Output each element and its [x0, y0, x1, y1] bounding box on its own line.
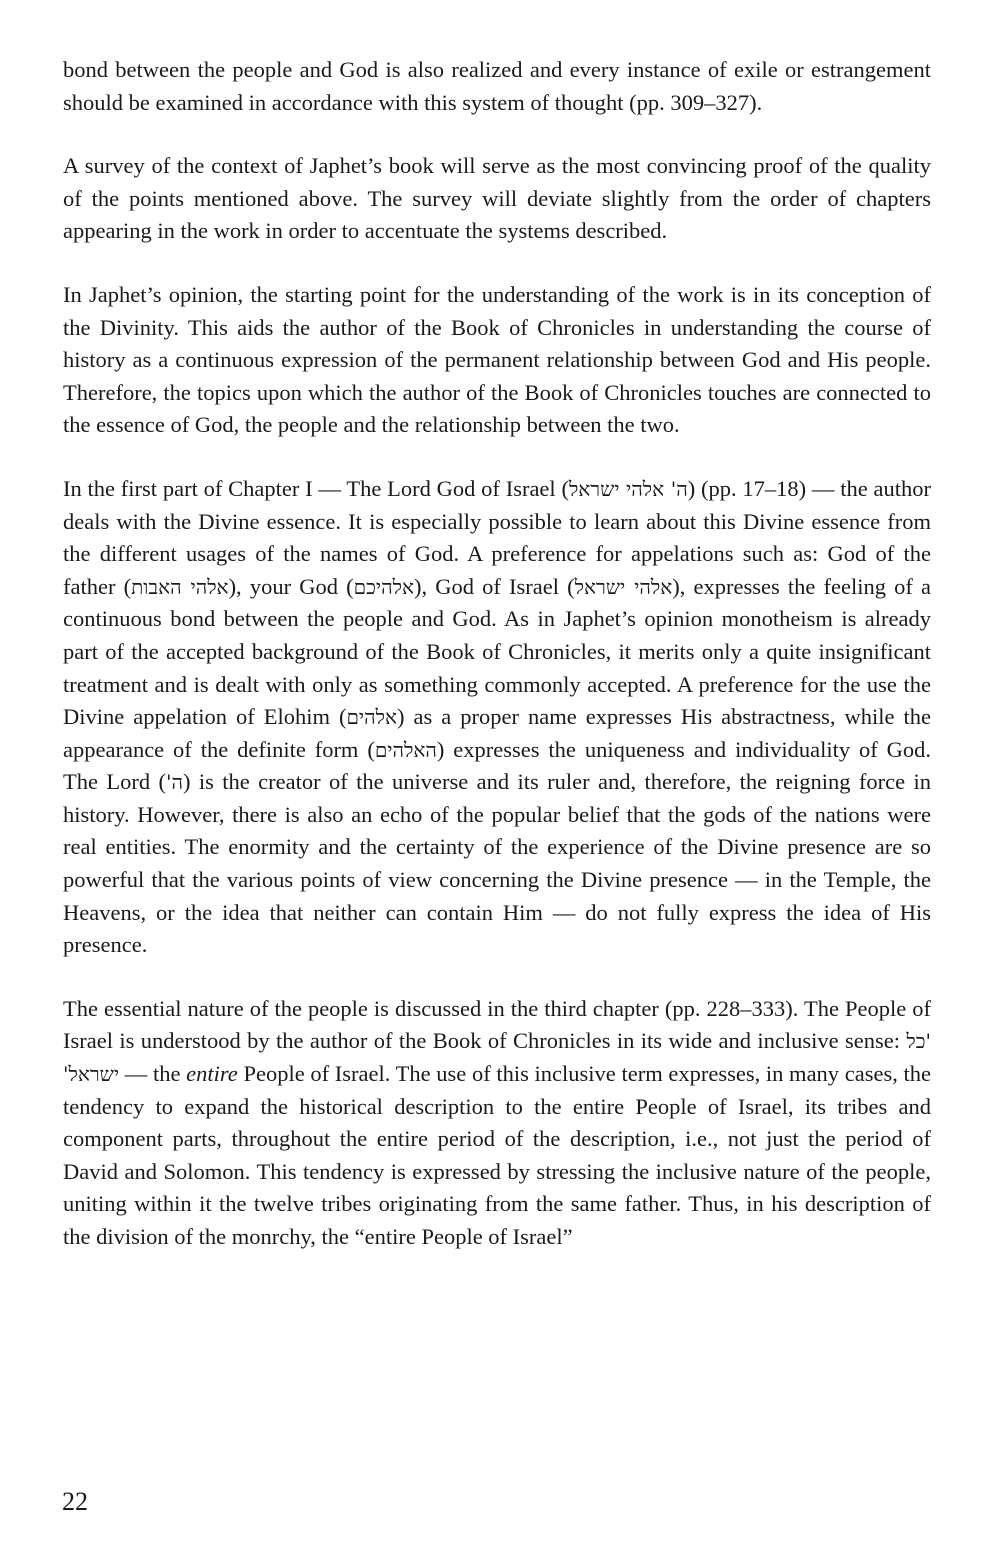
paragraph-4-text-2: ) (pp. 17–18) — the author deals with the Divine essence. It is especially possible to learn about this Divine essence from the different usages of the names of God. A preference for appelations such as: God of the father (	[63, 475, 931, 599]
paragraph-4-text-7: ) expresses the uniqueness and individuality of God. The Lord (	[63, 736, 931, 795]
hebrew-term-god-of-israel: אלהי ישראל	[574, 574, 673, 599]
paragraph-4	[63, 473, 931, 962]
paragraph-4-text-5: ), expresses the feeling of a continuous bond between the people and God. As in Japhet’s opinion monotheism is already part of the accepted background of the Book of Chronicles, it merits only a quite insignificant treatment and is dealt with only as something commonly accepted. A preference for the use the Divine appelation of Elohim (	[63, 573, 931, 730]
hebrew-term-lord-god-of-israel: ה' אלהי ישראל	[568, 476, 688, 501]
paragraph-4-text-1: In the first part of Chapter I — The Lord God of Israel (	[63, 475, 569, 501]
paragraph-5-text-3: People of Israel. The use of this inclusive term expresses, in many cases, the tendency to expand the historical description to the entire People of Israel, its tribes and component parts, throughout the entire period of the description, i.e., not just the period of David and Solomon. This tendency is expressed by stressing the inclusive nature of the people, uniting within it the twelve tribes originating from the same father. Thus, in his description of the division of the monrchy, the “entire People of Israel”	[63, 1061, 931, 1249]
paragraph-4-text-8: ) is the creator of the universe and its ruler and, therefore, the reigning force in history. However, there is also an echo of the popular belief that the gods of the nations were real entities. The enormity and the certainty of the experience of the Divine presence are so powerful that the various points of view concerning the Divine presence — in the Temple, the Heavens, or the idea that neither can contain Him — do not fully express the idea of His presence.	[63, 769, 931, 958]
page-body	[63, 54, 931, 1254]
paragraph-4-text-4: ), God of Israel (	[413, 573, 575, 599]
hebrew-term-ha-elohim: האלהים	[374, 737, 437, 762]
paragraph-1: bond between the people and God is also realized and every instance of exile or estrangement should be examined in accordance with this system of thought (pp. 309–327).	[63, 57, 931, 115]
hebrew-term-your-god: אלהיכם	[353, 574, 414, 599]
hebrew-term-all-israel: 'כל ישראל'	[63, 1029, 931, 1087]
hebrew-term-god-of-the-fathers: אלהי האבות	[131, 574, 229, 599]
paragraph-5-text-1: The essential nature of the people is discussed in the third chapter (pp. 228–333). The People of Israel is understood by the author of the Book of Chronicles in its wide and inclusive sense:	[63, 995, 931, 1054]
emphasis-entire: entire	[186, 1061, 238, 1087]
paragraph-5-text-2: — the	[119, 1061, 187, 1087]
paragraph-5	[63, 993, 931, 1254]
paragraph-3: In Japhet’s opinion, the starting point for the understanding of the work is in its conception of the Divinity. This aids the author of the Book of Chronicles in understanding the course of history as a continuous expression of the permanent relationship between God and His people. Therefore, the topics upon which the author of the Book of Chronicles touches are connected to the essence of God, the people and the relationship between the two.	[63, 281, 931, 438]
page-number: 22	[62, 1487, 88, 1516]
hebrew-term-elohim: אלהים	[346, 705, 398, 730]
paragraph-4-text-3: ), your God (	[228, 573, 354, 599]
paragraph-4-text-6: ) as a proper name expresses His abstractness, while the appearance of the definite form (	[63, 704, 931, 762]
hebrew-term-the-lord: ה'	[165, 770, 183, 795]
paragraph-2: A survey of the context of Japhet’s book will serve as the most convincing proof of the quality of the points mentioned above. The survey will deviate slightly from the order of chapters appearing in the work in order to accentuate the systems described.	[63, 153, 931, 244]
